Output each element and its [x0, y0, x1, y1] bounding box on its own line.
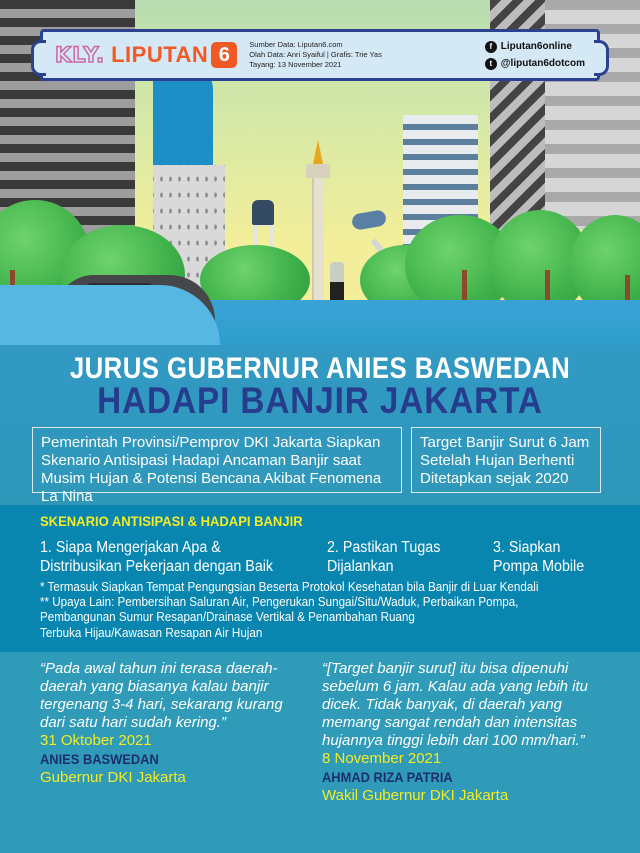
quote-text: “Pada awal tahun ini terasa daerah-daerah yang biasanya kalau banjir tergenang 3-4 hari, sekarang kurang dari satu hari sudah kering.”	[40, 660, 283, 731]
title-line-1: JURUS GUBERNUR ANIES BASWEDAN	[69, 352, 571, 385]
quote-speaker-role: Wakil Gubernur DKI Jakarta	[322, 787, 509, 804]
step-1-line-1: 1. Siapa Mengerjakan Apa &	[40, 539, 221, 556]
skenario-notes	[40, 580, 589, 641]
note-line: Terbuka Hijau/Kawasan Resapan Air Hujan	[40, 625, 263, 640]
quote-speaker-name: ANIES BASWEDAN	[40, 751, 159, 767]
kly-logo: KLY.	[55, 43, 106, 67]
quote-date: 8 November 2021	[322, 750, 442, 767]
skenario-title: SKENARIO ANTISIPASI & HADAPI BANJIR	[40, 513, 303, 529]
meta-credits: Olah Data: Anri Syaiful | Grafis: Trie Yas	[249, 50, 382, 59]
skenario-step-1	[40, 538, 273, 576]
skenario-step-3	[493, 538, 584, 576]
step-1-line-2: Distribusikan Pekerjaan dengan Baik	[40, 558, 274, 575]
title-line-2: HADAPI BANJIR JAKARTA	[97, 380, 543, 421]
tree-trunk	[625, 275, 630, 300]
skenario-step-2	[327, 538, 440, 576]
monas-cup	[306, 164, 330, 178]
person-standing-in-flood	[330, 262, 344, 302]
header-banner	[40, 29, 600, 81]
twitter-handle: @liputan6dotcom	[500, 58, 585, 69]
tree-trunk	[462, 270, 467, 300]
step-3-line-2: Pompa Mobile	[493, 558, 585, 575]
monas-pillar	[312, 175, 324, 300]
social-facebook[interactable]	[485, 38, 585, 55]
statue-right	[351, 209, 387, 231]
social-twitter[interactable]	[485, 55, 585, 72]
step-2-line-1: 2. Pastikan Tugas	[327, 539, 441, 556]
meta-source: Sumber Data: Liputan6.com	[249, 40, 343, 49]
quote-speaker-role: Gubernur DKI Jakarta	[40, 769, 186, 786]
quote-anies	[40, 660, 300, 787]
quote-text: “[Target banjir surut] itu bisa dipenuhi sebelum 6 jam. Kalau ada yang lebih itu dicek. Tidak banyak, di daerah yang memang sangat rendah dan intensitas hujannya tinggi lebih dari 100 mm/hari.”	[322, 660, 589, 749]
quote-date: 31 Oktober 2021	[40, 732, 152, 749]
note-line: Pembangunan Sumur Resapan/Drainase Vertikal & Penambahan Ruang	[40, 610, 415, 625]
quote-riza	[322, 660, 622, 805]
liputan6-logo-text: LIPUTAN	[111, 42, 209, 67]
meta-published: Tayang: 13 November 2021	[249, 60, 342, 69]
quote-speaker-name: AHMAD RIZA PATRIA	[322, 769, 453, 785]
monas-flame	[313, 140, 323, 164]
facebook-icon: f	[485, 41, 497, 53]
facebook-handle: Liputan6online	[500, 41, 572, 52]
twitter-icon: t	[485, 58, 497, 70]
note-line: ** Upaya Lain: Pembersihan Saluran Air, Pengerukan Sungai/Situ/Waduk, Perbaikan Pompa,	[40, 595, 519, 610]
statue-left	[252, 200, 274, 225]
step-2-line-2: Dijalankan	[327, 558, 394, 575]
water-wave	[0, 285, 220, 345]
liputan6-logo-six: 6	[211, 42, 237, 68]
tree-trunk	[545, 270, 550, 300]
social-links	[485, 38, 585, 72]
intro-box-left: Pemerintah Provinsi/Pemprov DKI Jakarta Siapkan Skenario Antisipasi Hadapi Ancaman Banjir saat Musim Hujan & Potensi Bencana Akibat Fenomena La Nina	[32, 427, 402, 493]
source-meta	[249, 40, 382, 70]
intro-box-right: Target Banjir Surut 6 Jam Setelah Hujan Berhenti Ditetapkan sejak 2020	[411, 427, 601, 493]
note-line: * Termasuk Siapkan Tempat Pengungsian Beserta Protokol Kesehatan bila Banjir di Luar Kendali	[40, 580, 539, 594]
step-3-line-1: 3. Siapkan	[493, 539, 561, 556]
